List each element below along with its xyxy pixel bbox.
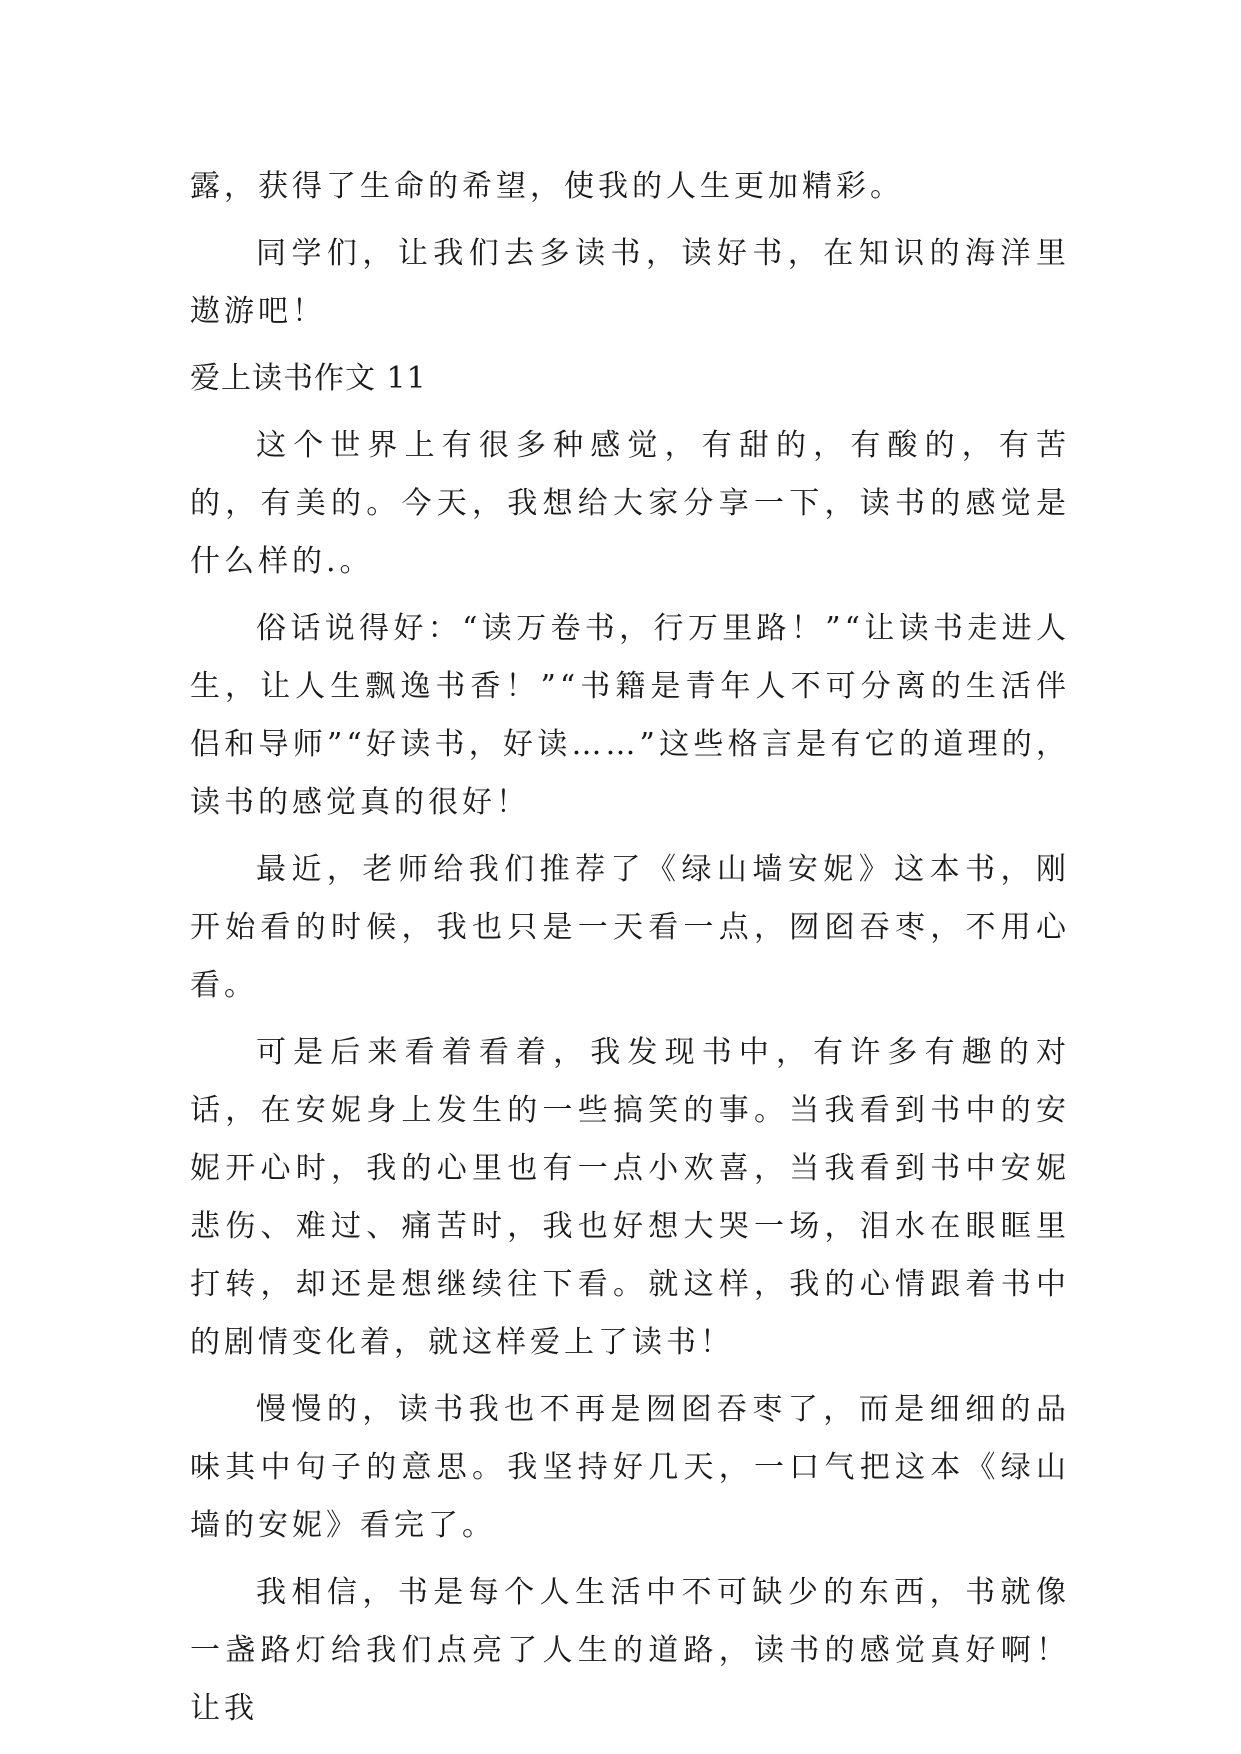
paragraph-5: 最近，老师给我们推荐了《绿山墙安妮》这本书，刚开始看的时候，我也只是一天看一点，囫囵吞枣，不用心看。 xyxy=(190,852,1070,1003)
paragraph-7: 慢慢的，读书我也不再是囫囵吞枣了，而是细细的品味其中句子的意思。我坚持好几天，一口气把这本《绿山墙的安妮》看完了。 xyxy=(190,1392,1070,1543)
paragraph-8: 我相信，书是每个人生活中不可缺少的东西，书就像一盏路灯给我们点亮了人生的道路，读书的感觉真好啊！让我 xyxy=(190,1575,1070,1726)
paragraph-2: 同学们，让我们去多读书，读好书，在知识的海洋里遨游吧！ xyxy=(190,236,1070,329)
paragraph-1: 露，获得了生命的希望，使我的人生更加精彩。 xyxy=(190,169,904,204)
paragraph-6: 可是后来看着看着，我发现书中，有许多有趣的对话，在安妮身上发生的一些搞笑的事。当我看到书中的安妮开心时，我的心里也有一点小欢喜，当我看到书中安妮悲伤、难过、痛苦时，我也好想大哭一场，泪水在眼眶里打转，却还是想继续往下看。就这样，我的心情跟着书中的剧情变化着，就这样爱上了读书！ xyxy=(190,1035,1070,1360)
section-heading: 爱上读书作文 11 xyxy=(190,361,427,396)
paragraph-3: 这个世界上有很多种感觉，有甜的，有酸的，有苦的，有美的。今天，我想给大家分享一下，读书的感觉是什么样的.。 xyxy=(190,428,1070,579)
document-body xyxy=(190,158,1070,1747)
paragraph-4: 俗话说得好：“读万卷书，行万里路！”“让读书走进人生，让人生飘逸书香！”“书籍是青年人不可分离的生活伴侣和导师”“好读书，好读……”这些格言是有它的道理的，读书的感觉真的很好！ xyxy=(190,611,1070,820)
